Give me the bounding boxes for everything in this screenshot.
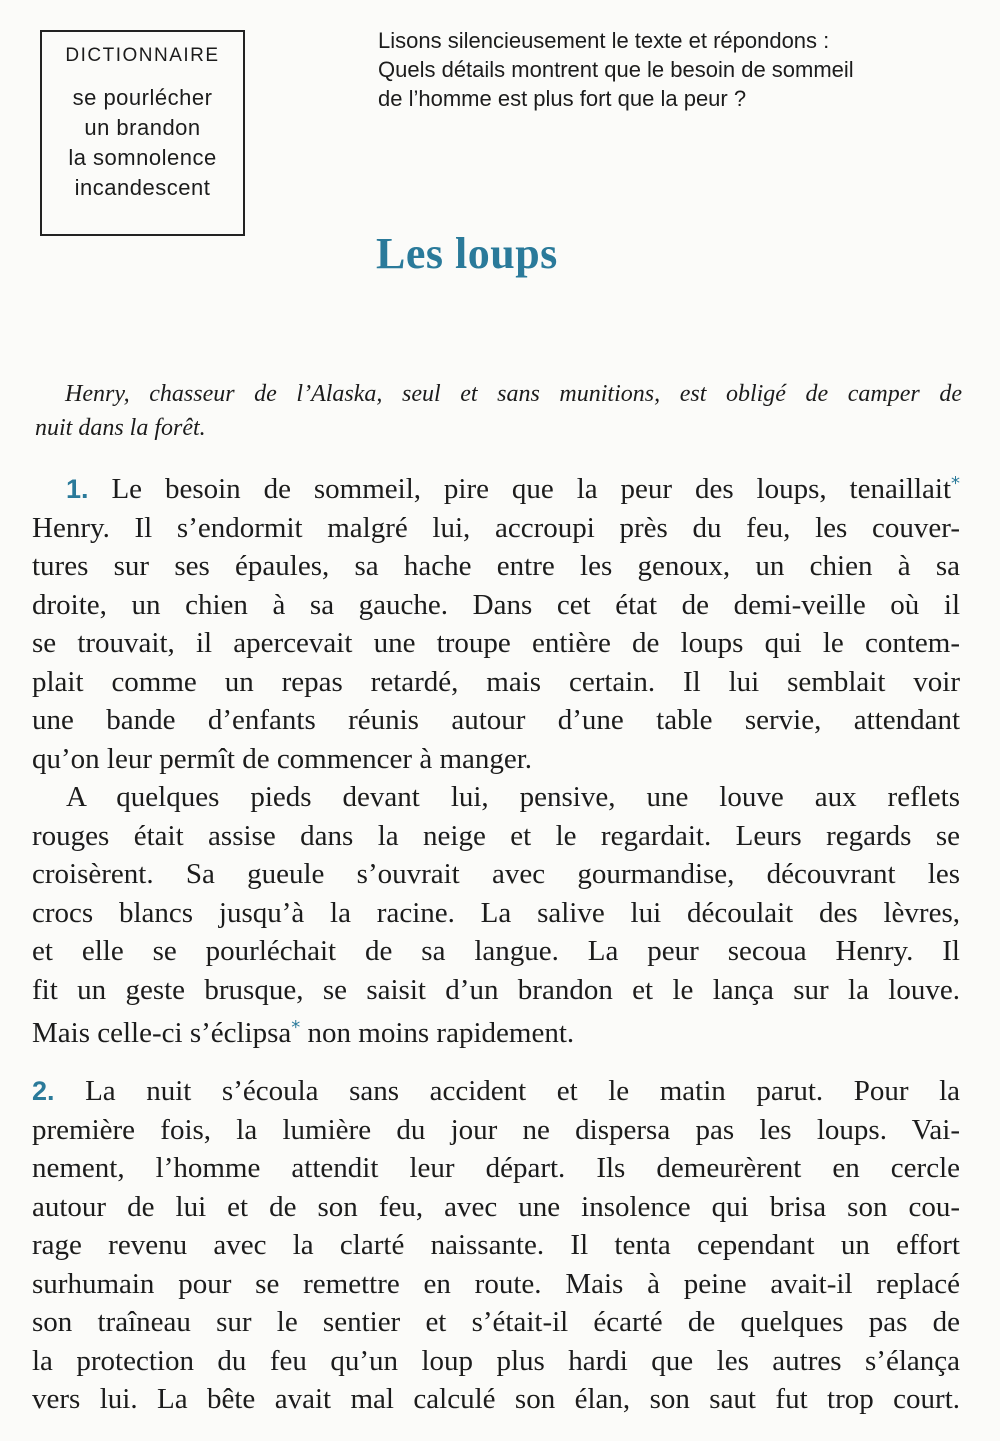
question-line: de l’homme est plus fort que la peur ?	[378, 86, 747, 111]
question-line: Lisons silencieusement le texte et répondons :	[378, 28, 830, 53]
dictionary-word: se pourlécher	[72, 85, 213, 110]
text-line: rage revenu avec la clarté naissante. Il tenta cependant un effort	[32, 1229, 960, 1261]
dictionary-box	[40, 30, 245, 236]
reading-question	[378, 26, 978, 113]
text-line-content: non moins rapidement.	[307, 1017, 575, 1049]
section-number: 1.	[66, 474, 89, 504]
intro-line: nuit dans la forêt.	[35, 415, 206, 441]
dictionary-title: DICTIONNAIRE	[65, 45, 220, 66]
dictionary-word: incandescent	[74, 175, 211, 200]
question-line: Quels détails montrent que le besoin de sommeil	[378, 57, 854, 82]
text-line: croisèrent. Sa gueule s’ouvrait avec gourmandise, découvrant les	[32, 858, 960, 890]
text-line: fit un geste brusque, se saisit d’un brandon et le lança sur la louve.	[32, 973, 960, 1006]
text-line: droite, un chien à sa gauche. Dans cet état de demi-veille où il	[32, 588, 960, 621]
text-line-content: La nuit s’écoula sans accident et le matin parut. Pour la	[85, 1075, 960, 1107]
text-line: A quelques pieds devant lui, pensive, une louve aux reflets	[66, 781, 960, 813]
text-line: la protection du feu qu’un loup plus hardi que les autres s’élança	[32, 1344, 960, 1377]
star-icon: *	[291, 1017, 301, 1038]
text-line-content: Le besoin de sommeil, pire que la peur des loups, tenaillait	[111, 473, 952, 505]
section-number: 2.	[32, 1076, 55, 1106]
text-line: une bande d’enfants réunis autour d’une table servie, attendant	[32, 704, 960, 736]
text-line-content: Mais celle-ci s’éclipsa	[32, 1017, 292, 1049]
intro-line: Henry, chasseur de l’Alaska, seul et sans munitions, est obligé de camper de	[65, 381, 962, 407]
text-line: autour de lui et de son feu, avec une insolence qui brisa son cou-	[32, 1190, 960, 1223]
text-line: nement, l’homme attendit leur départ. Ils demeurèrent en cercle	[32, 1152, 960, 1184]
text-line: surhumain pour se remettre en route. Mais à peine avait-il replacé	[32, 1267, 960, 1300]
text-line: son traîneau sur le sentier et s’était-il écarté de quelques pas de	[32, 1306, 960, 1338]
text-line: vers lui. La bête avait mal calculé son élan, son saut fut trop court.	[32, 1383, 960, 1415]
text-line: et elle se pourléchait de sa langue. La peur secoua Henry. Il	[32, 935, 960, 967]
text-line: première fois, la lumière du jour ne dispersa pas les loups. Vai-	[32, 1113, 960, 1146]
text-line: tures sur ses épaules, sa hache entre les genoux, un chien à sa	[32, 550, 960, 582]
text-line: plait comme un repas retardé, mais certain. Il lui semblait voir	[32, 665, 960, 698]
text-line	[32, 1009, 960, 1053]
star-icon: *	[951, 473, 961, 494]
dictionary-word: un brandon	[84, 115, 201, 140]
text-line: Henry. Il s’endormit malgré lui, accroupi près du feu, les couver-	[32, 511, 960, 544]
page-title: Les loups	[376, 229, 558, 278]
dictionary-word-list	[42, 83, 243, 203]
text-line	[32, 1072, 960, 1111]
text-line: qu’on leur permît de commencer à manger.	[32, 742, 533, 775]
text-line: se trouvait, il apercevait une troupe entière de loups qui le contem-	[32, 627, 960, 659]
section-2	[32, 1072, 960, 1419]
text-line: crocs blancs jusqu’à la racine. La salive lui découlait des lèvres,	[32, 896, 960, 929]
section-1	[32, 465, 960, 1053]
text-line	[32, 465, 960, 509]
dictionary-word: la somnolence	[68, 145, 217, 170]
intro-paragraph	[35, 377, 962, 445]
text-line: rouges était assise dans la neige et le regardait. Leurs regards se	[32, 819, 960, 852]
